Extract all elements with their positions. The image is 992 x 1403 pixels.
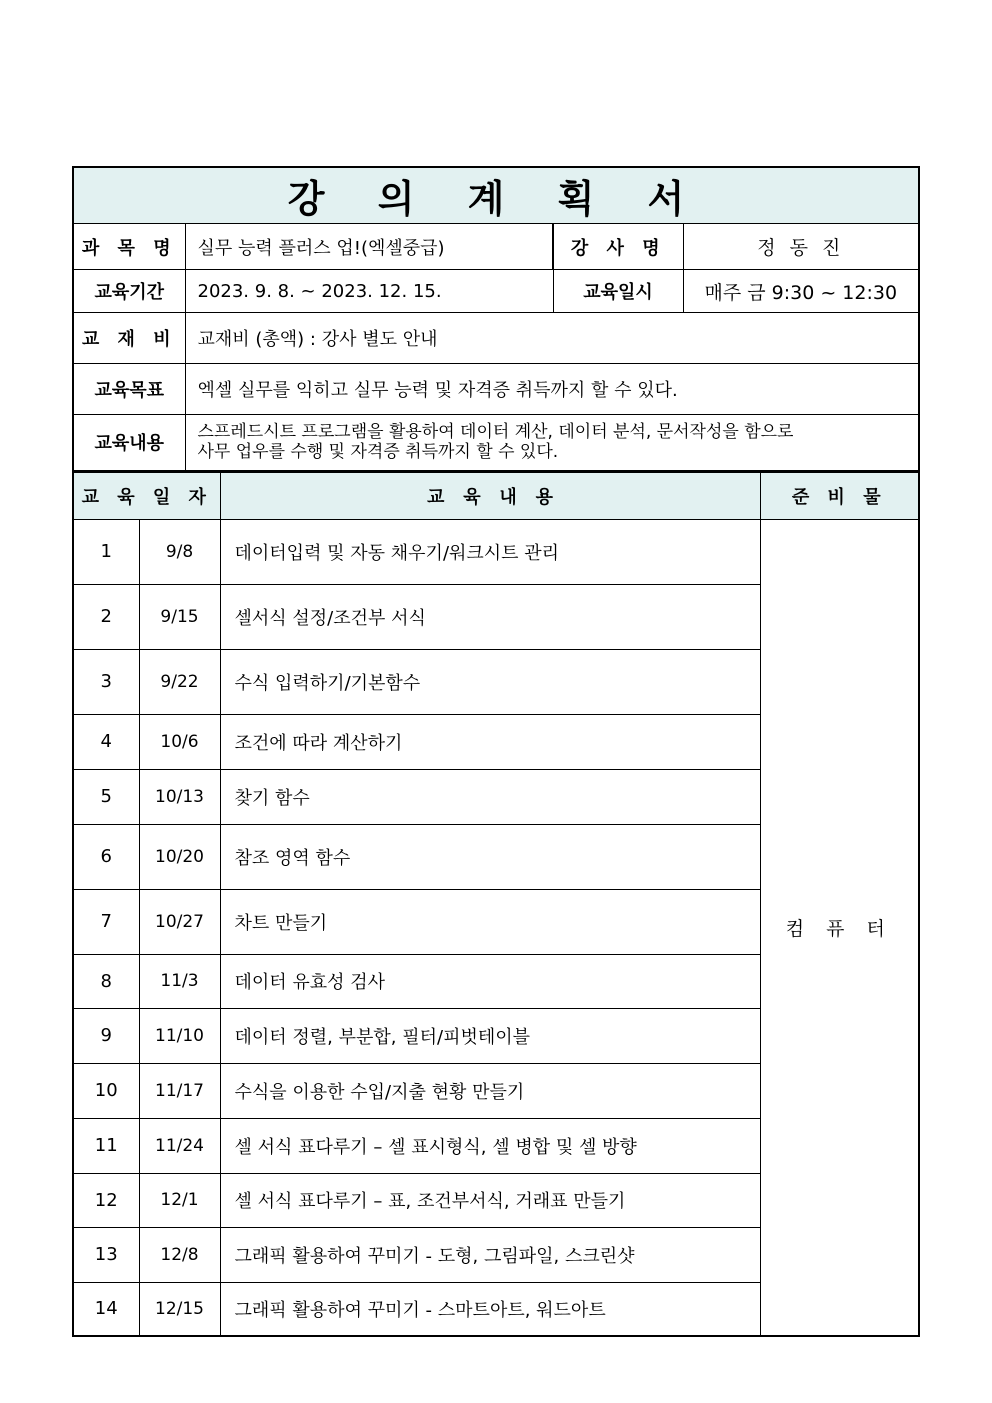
material-value: 교재비 (총액) : 강사 별도 안내 — [185, 313, 919, 364]
schedule-value: 매주 금 9:30 ~ 12:30 — [683, 270, 919, 313]
schedule-label: 교육일시 — [553, 270, 683, 313]
row-date: 10/20 — [139, 824, 220, 889]
row-date: 9/22 — [139, 649, 220, 714]
row-date: 10/6 — [139, 714, 220, 769]
row-date: 11/10 — [139, 1008, 220, 1063]
row-number: 5 — [73, 769, 139, 824]
document-title: 강 의 계 획 서 — [73, 167, 919, 224]
material-label: 교 재 비 — [73, 313, 185, 364]
row-content: 데이터입력 및 자동 채우기/워크시트 관리 — [220, 519, 760, 584]
row-content: 수식을 이용한 수입/지출 현황 만들기 — [220, 1063, 760, 1118]
row-content: 셀 서식 표다루기 – 셀 표시형식, 셀 병합 및 셀 방향 — [220, 1118, 760, 1173]
row-number: 1 — [73, 519, 139, 584]
subject-label: 과 목 명 — [73, 224, 185, 270]
lecture-plan-document — [72, 166, 918, 1337]
content-line-1: 스프레드시트 프로그램을 활용하여 데이터 계산, 데이터 분석, 문서작성을 함으로 — [197, 422, 794, 443]
row-date: 9/8 — [139, 519, 220, 584]
row-content: 그래픽 활용하여 꾸미기 - 도형, 그림파일, 스크린샷 — [220, 1227, 760, 1282]
row-date: 11/17 — [139, 1063, 220, 1118]
content-value — [185, 415, 919, 471]
row-content: 데이터 유효성 검사 — [220, 954, 760, 1008]
row-number: 14 — [73, 1282, 139, 1336]
row-content: 차트 만들기 — [220, 889, 760, 954]
row-content: 찾기 함수 — [220, 769, 760, 824]
row-content: 수식 입력하기/기본함수 — [220, 649, 760, 714]
row-number: 13 — [73, 1227, 139, 1282]
schedule-row — [73, 519, 919, 584]
row-number: 12 — [73, 1173, 139, 1227]
row-date: 10/27 — [139, 889, 220, 954]
row-date: 12/8 — [139, 1227, 220, 1282]
row-content: 참조 영역 함수 — [220, 824, 760, 889]
row-content: 셀서식 설정/조건부 서식 — [220, 584, 760, 649]
header-date: 교 육 일 자 — [73, 472, 220, 519]
header-prep: 준 비 물 — [760, 472, 919, 519]
row-date: 11/3 — [139, 954, 220, 1008]
instructor-label: 강 사 명 — [553, 224, 683, 270]
row-date: 12/1 — [139, 1173, 220, 1227]
row-number: 8 — [73, 954, 139, 1008]
row-date: 12/15 — [139, 1282, 220, 1336]
row-content: 셀 서식 표다루기 – 표, 조건부서식, 거래표 만들기 — [220, 1173, 760, 1227]
row-number: 10 — [73, 1063, 139, 1118]
period-value: 2023. 9. 8. ~ 2023. 12. 15. — [185, 270, 553, 313]
row-number: 3 — [73, 649, 139, 714]
goal-label: 교육목표 — [73, 364, 185, 415]
row-number: 7 — [73, 889, 139, 954]
row-date: 10/13 — [139, 769, 220, 824]
row-number: 2 — [73, 584, 139, 649]
header-content: 교 육 내 용 — [220, 472, 760, 519]
instructor-value: 정 동 진 — [683, 224, 919, 270]
goal-value: 엑셀 실무를 익히고 실무 능력 및 자격증 취득까지 할 수 있다. — [185, 364, 919, 415]
row-number: 4 — [73, 714, 139, 769]
content-label: 교육내용 — [73, 415, 185, 471]
row-number: 11 — [73, 1118, 139, 1173]
subject-value: 실무 능력 플러스 업!(엑셀중급) — [185, 224, 553, 270]
lecture-plan-info-table — [72, 166, 920, 472]
row-content: 조건에 따라 계산하기 — [220, 714, 760, 769]
row-date: 11/24 — [139, 1118, 220, 1173]
row-number: 6 — [73, 824, 139, 889]
row-date: 9/15 — [139, 584, 220, 649]
row-number: 9 — [73, 1008, 139, 1063]
period-label: 교육기간 — [73, 270, 185, 313]
row-content: 그래픽 활용하여 꾸미기 - 스마트아트, 워드아트 — [220, 1282, 760, 1336]
content-line-2: 사무 업우를 수행 및 자격증 취득까지 할 수 있다. — [197, 442, 559, 463]
row-content: 데이터 정렬, 부분합, 필터/피벗테이블 — [220, 1008, 760, 1063]
schedule-table — [72, 472, 920, 1338]
prep-value: 컴 퓨 터 — [760, 519, 919, 1336]
